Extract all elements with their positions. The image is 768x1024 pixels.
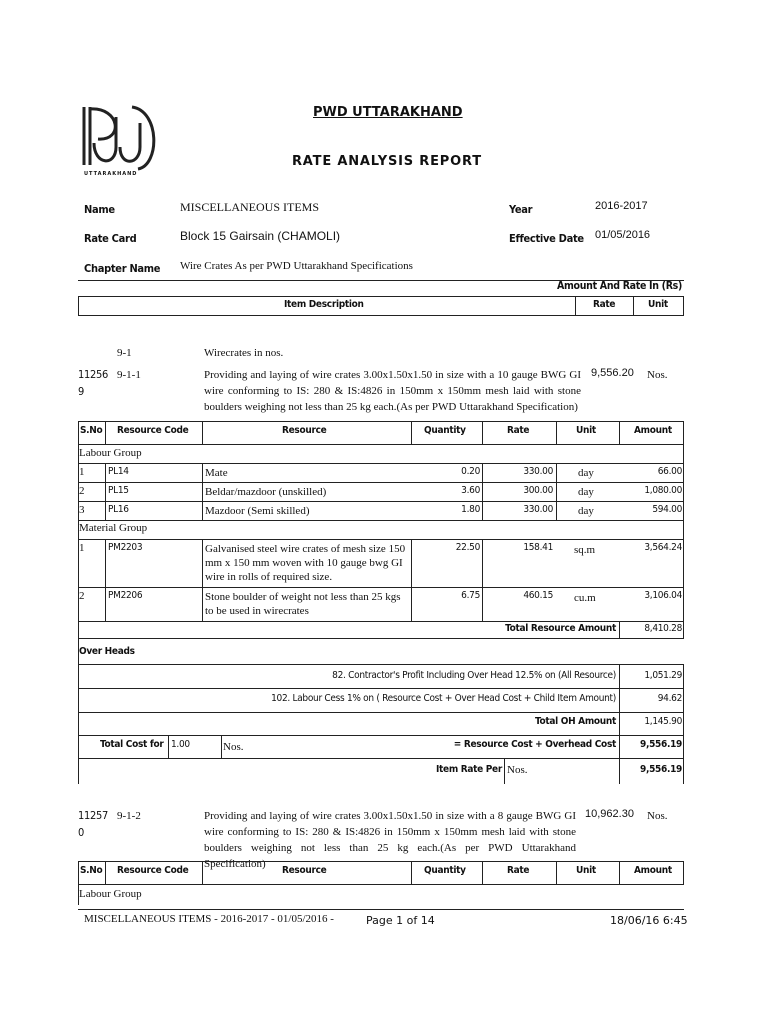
name-label: Name — [84, 203, 115, 216]
pwd-logo-mark — [80, 103, 158, 173]
item1-code: 9-1-1 — [117, 369, 141, 381]
item2-id: 11257 — [78, 809, 108, 822]
item1-unit: Nos. — [647, 369, 668, 381]
th-rate: Rate — [507, 425, 530, 436]
item1-rate: 9,556.20 — [591, 367, 634, 379]
footer-rule — [78, 909, 684, 910]
year-label: Year — [509, 203, 533, 216]
item-rate-unit: Nos. — [507, 764, 528, 776]
oh-contractor-profit-label: 82. Contractor's Profit Including Over Head 12.5% on (All Resource) — [332, 670, 616, 681]
total-cost-qty: 1.00 — [171, 739, 190, 750]
footer-page: Page 1 of 14 — [366, 914, 435, 927]
effective-date-label: Effective Date — [509, 232, 584, 245]
item-rate-value: 9,556.19 — [640, 764, 682, 775]
item1-description: Providing and laying of wire crates 3.00x1.50x1.50 in size with a 10 gauge BWG GI wire conforming to IS: 280 & IS:4826 in 150mm x 150mm mesh laid with stone boulders weighing not less than 25 kg each.(As per PWD Uttarakhand Specification) — [204, 369, 581, 413]
logo-caption: UTTARAKHAND — [84, 171, 138, 177]
item1-id-cont: 9 — [78, 385, 84, 398]
item2-description: Providing and laying of wire crates 3.00x1.50x1.50 in size with a 8 gauge BWG GI wire conforming to IS: 280 & IS:4826 in 150mm x 150mm mesh laid with stone boulders weighing not less than 25 kg each.(As per PWD Uttarakhand Specification) — [204, 810, 576, 870]
th-unit: Unit — [576, 865, 596, 876]
total-cost-formula: = Resource Cost + Overhead Cost — [453, 739, 616, 750]
amount-note: Amount And Rate In (Rs) — [557, 280, 683, 292]
footer-left: MISCELLANEOUS ITEMS - 2016-2017 - 01/05/2016 - — [84, 913, 334, 925]
th-amount: Amount — [634, 425, 672, 436]
oh-labour-cess-value: 94.62 — [657, 693, 682, 704]
labour-group-label-2: Labour Group — [79, 888, 142, 900]
total-resource-value: 8,410.28 — [644, 623, 682, 634]
col-item-description: Item Description — [284, 299, 364, 310]
chapter-label: Chapter Name — [84, 262, 161, 275]
overheads-title: Over Heads — [79, 646, 135, 657]
section-title: Wirecrates in nos. — [204, 347, 284, 359]
section-code: 9-1 — [117, 347, 132, 359]
total-oh-value: 1,145.90 — [644, 716, 682, 727]
labour-group-label: Labour Group — [79, 447, 142, 459]
th-resource-code: Resource Code — [117, 425, 189, 436]
total-cost-unit: Nos. — [223, 741, 244, 753]
item-rate-label: Item Rate Per — [435, 764, 502, 775]
th-amount: Amount — [634, 865, 672, 876]
th-resource-code: Resource Code — [117, 865, 189, 876]
th-unit: Unit — [576, 425, 596, 436]
th-sno: S.No — [80, 425, 103, 436]
th-sno: S.No — [80, 865, 103, 876]
col-rate: Rate — [593, 299, 616, 310]
footer-date: 18/06/16 6:45 — [610, 914, 688, 927]
total-oh-label: Total OH Amount — [534, 716, 616, 727]
total-resource-label: Total Resource Amount — [505, 623, 616, 634]
name-value: MISCELLANEOUS ITEMS — [180, 200, 320, 214]
item2-rate: 10,962.30 — [585, 808, 634, 820]
item2-code: 9-1-2 — [117, 810, 141, 822]
oh-contractor-profit-value: 1,051.29 — [644, 670, 682, 681]
col-unit: Unit — [648, 299, 668, 310]
item2-unit: Nos. — [647, 810, 668, 822]
oh-labour-cess-label: 102. Labour Cess 1% on ( Resource Cost + Over Head Cost + Child Item Amount) — [271, 693, 616, 704]
th-quantity: Quantity — [424, 865, 466, 876]
effective-date-value: 01/05/2016 — [595, 229, 651, 241]
rate-card-value: Block 15 Gairsain (CHAMOLI) — [180, 229, 341, 243]
item2-id-cont: 0 — [78, 826, 84, 839]
material-group-label: Material Group — [79, 522, 148, 534]
th-resource: Resource — [282, 865, 327, 876]
chapter-value: Wire Crates As per PWD Uttarakhand Specifications — [180, 260, 413, 272]
th-rate: Rate — [507, 865, 530, 876]
item1-id: 11256 — [78, 368, 108, 381]
total-cost-label: Total Cost for — [100, 739, 164, 750]
total-cost-value: 9,556.19 — [640, 739, 682, 750]
rate-card-label: Rate Card — [84, 232, 137, 245]
th-resource: Resource — [282, 425, 327, 436]
year-value: 2016-2017 — [595, 200, 648, 212]
org-title: PWD UTTARAKHAND — [313, 105, 463, 120]
th-quantity: Quantity — [424, 425, 466, 436]
report-title: RATE ANALYSIS REPORT — [292, 154, 482, 169]
pwd-logo — [80, 103, 158, 181]
